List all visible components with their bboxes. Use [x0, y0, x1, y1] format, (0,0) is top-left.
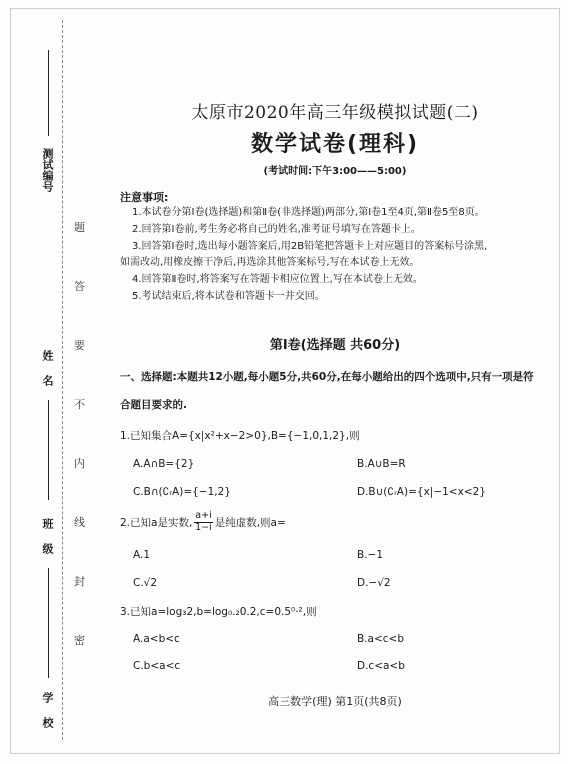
question-2-option-d: D.−√2: [357, 577, 391, 589]
notice-item: 2.回答第Ⅰ卷前,考生务必将自己的姓名,准考证号填写在答题卡上。: [132, 224, 421, 235]
fraction: $\frac{a+i}{1-i}$: [195, 510, 212, 533]
section-intro: 一、选择题:本题共12小题,每小题5分,共60分,在每小题给出的四个选项中,只有一项是符 合题目要求的.: [120, 371, 534, 411]
section-title: 第Ⅰ卷(选择题 共60分): [269, 338, 401, 353]
exam-time: (考试时间:下午3:00——5:00): [263, 166, 407, 177]
question-1-option-a: A.A∩B={2}: [133, 458, 195, 470]
exam-no-blank: [48, 50, 49, 136]
question-1-option-c: C.B∩(∁ᵣA)={−1,2}: [133, 486, 231, 498]
notice-heading: 注意事项:: [120, 191, 169, 204]
notice-item: 5.考试结束后,将本试卷和答题卡一并交回。: [132, 291, 325, 302]
class-blank: [48, 568, 49, 678]
question-3-stem: 3.已知a=log₃2,b=log₀.₂0.2,c=0.5⁰·²,则: [120, 606, 317, 618]
name-label: 姓名: [41, 350, 54, 400]
question-1-option-d: D.B∪(∁ᵣA)={x|−1<x<2}: [357, 486, 486, 498]
exam-no-label: 测试编号: [41, 148, 54, 192]
notice-item: 4.回答第Ⅱ卷时,将答案写在答题卡相应位置上,写在本试卷上无效。: [132, 274, 423, 285]
class-label: 班级: [41, 518, 54, 568]
school-label: 学校: [41, 692, 54, 742]
exam-title: 太原市2020年高三年级模拟试题(二): [191, 103, 479, 123]
question-2-option-a: A.1: [133, 549, 151, 561]
seal-chars: 题 答 要 不 内 线 封 密: [74, 221, 85, 647]
question-2-stem: 2.已知a是实数, $\frac{a+i}{1-i}$ 是纯虚数,则a=: [120, 510, 286, 533]
notice-item: 3.回答第Ⅰ卷时,选出每小题答案后,用2B铅笔把答题卡上对应题目的答案标号涂黑,: [132, 241, 488, 252]
question-2-option-b: B.−1: [357, 549, 384, 561]
notice-item: 1.本试卷分第Ⅰ卷(选择题)和第Ⅱ卷(非选择题)两部分,第Ⅰ卷1至4页,第Ⅱ卷5至8页。: [132, 207, 485, 218]
page-footer: 高三数学(理) 第1页(共8页): [268, 695, 402, 708]
notice-list: [120, 206, 550, 303]
question-1-stem: 1.已知集合A={x|x²+x−2>0},B={−1,0,1,2},则: [120, 430, 360, 442]
question-3-option-c: C.b<a<c: [133, 660, 181, 672]
seal-line: [62, 20, 63, 740]
question-3-option-a: A.a<b<c: [133, 633, 180, 645]
question-2-option-c: C.√2: [133, 577, 158, 589]
notice-item: 如需改动,用橡皮擦干净后,再选涂其他答案标号,写在本试卷上无效。: [120, 257, 420, 268]
question-1-option-b: B.A∪B=R: [357, 458, 406, 470]
question-3-option-d: D.c<a<b: [357, 660, 405, 672]
name-blank: [48, 400, 49, 500]
subject-title: 数学试卷(理科): [250, 132, 420, 157]
question-3-option-b: B.a<c<b: [357, 633, 405, 645]
